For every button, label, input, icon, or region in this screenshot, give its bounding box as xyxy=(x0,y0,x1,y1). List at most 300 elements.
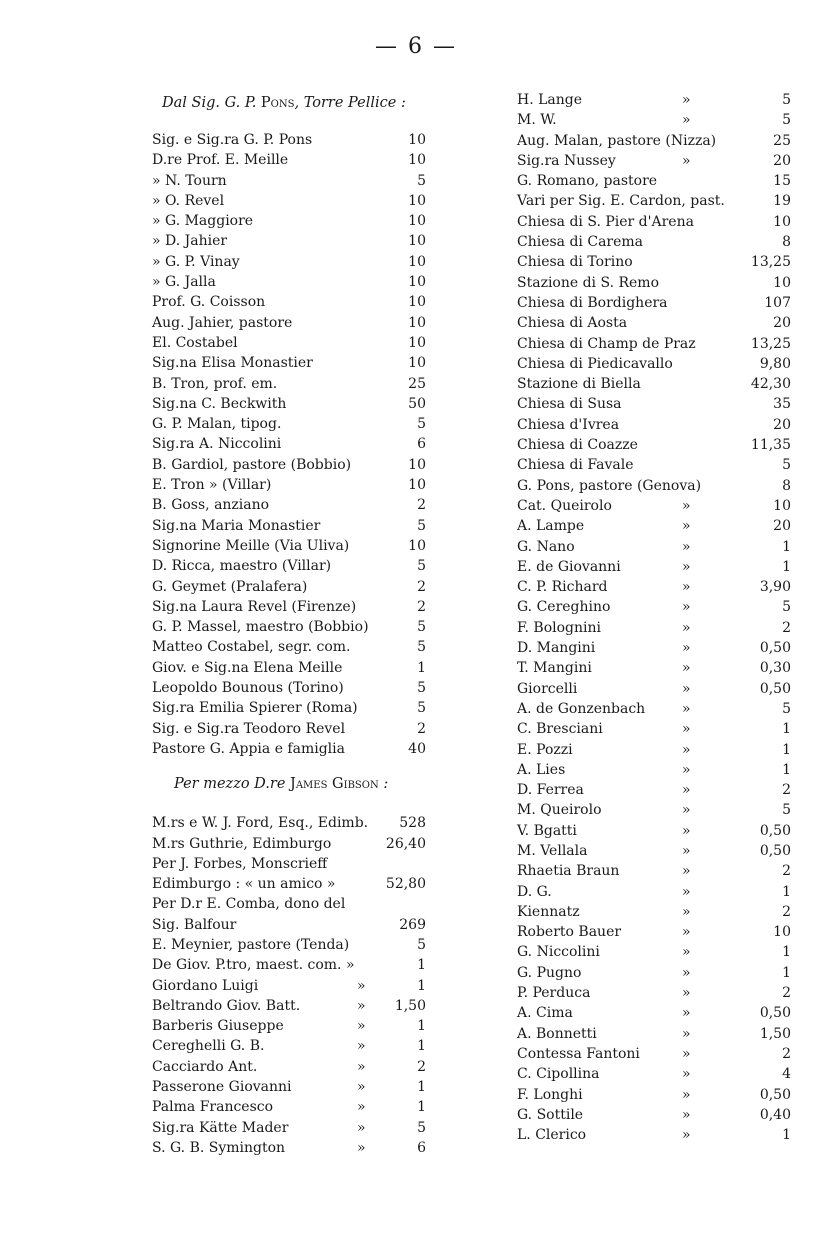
donor-row xyxy=(152,353,447,373)
donation-amount: 5 xyxy=(417,517,426,534)
donation-amount: 2 xyxy=(782,863,791,880)
donation-amount: 10 xyxy=(408,192,426,209)
donor-row xyxy=(517,1044,817,1064)
donation-amount: 8 xyxy=(782,234,791,251)
donor-row xyxy=(152,374,447,394)
donation-amount: 4 xyxy=(782,1066,791,1083)
donor-name: Sig.ra A. Niccolini xyxy=(152,436,282,453)
donor-row xyxy=(517,679,817,699)
donor-row xyxy=(152,976,447,996)
heading-name: James Gibson xyxy=(290,776,379,793)
donor-name: D. G. xyxy=(517,883,552,900)
donor-row xyxy=(152,996,447,1016)
donation-amount: 52,80 xyxy=(385,876,426,893)
donor-name: Palma Francesco xyxy=(152,1099,274,1116)
donation-amount: 6 xyxy=(417,436,426,453)
donor-row xyxy=(517,618,817,638)
donation-amount: 1 xyxy=(417,1018,426,1035)
donor-name: G. Geymet (Pralafera) xyxy=(152,578,308,595)
donor-row xyxy=(152,1077,447,1097)
donation-amount: 5 xyxy=(417,416,426,433)
heading-suffix: , Torre Pellice : xyxy=(294,95,406,111)
donation-amount: 1 xyxy=(417,659,426,676)
donation-amount: 42,30 xyxy=(750,376,791,393)
donor-name: Stazione di Biella xyxy=(517,376,641,393)
donor-name: Cereghelli G. B. xyxy=(152,1038,265,1055)
donor-name: G. Niccolini xyxy=(517,944,600,961)
ditto-mark: » xyxy=(682,822,691,839)
donor-row xyxy=(152,1036,447,1056)
ditto-mark: » xyxy=(682,558,691,575)
donor-name: Per D.r E. Comba, dono del Sig. Balfour xyxy=(152,896,346,933)
donor-name: Cat. Queirolo xyxy=(517,497,612,514)
donor-row xyxy=(517,374,817,394)
donor-row xyxy=(152,272,447,292)
donation-amount: 269 xyxy=(399,916,426,933)
donor-row xyxy=(152,333,447,353)
donor-name: Leopoldo Bounous (Torino) xyxy=(152,680,344,697)
donor-row xyxy=(517,455,817,475)
donation-amount: 5 xyxy=(417,936,426,953)
donor-name: Chiesa di Piedicavallo xyxy=(517,355,673,372)
donor-name: Passerone Giovanni xyxy=(152,1079,292,1096)
ditto-mark: » xyxy=(682,1066,691,1083)
donation-amount: 10 xyxy=(773,924,791,941)
donor-name: G. Romano, pastore xyxy=(517,173,658,190)
donor-row xyxy=(152,617,447,637)
donor-row xyxy=(152,1138,447,1158)
donor-row xyxy=(517,800,817,820)
donor-name: Prof. G. Coisson xyxy=(152,294,266,311)
ditto-mark: » xyxy=(682,782,691,799)
donation-amount: 1 xyxy=(782,721,791,738)
donor-row xyxy=(517,1003,817,1023)
donor-row xyxy=(152,658,447,678)
donor-row xyxy=(517,740,817,760)
donation-amount: 2 xyxy=(782,782,791,799)
ditto-mark: » xyxy=(682,579,691,596)
donation-amount: 20 xyxy=(773,416,791,433)
donor-name: F. Longhi xyxy=(517,1086,583,1103)
donor-row xyxy=(517,882,817,902)
donor-row xyxy=(152,1118,447,1138)
donor-row xyxy=(517,191,817,211)
donor-row xyxy=(517,273,817,293)
page-number: — 6 — xyxy=(375,34,457,59)
donor-row xyxy=(152,1016,447,1036)
donor-row xyxy=(517,212,817,232)
ditto-mark: » xyxy=(357,997,366,1014)
donor-name: Sig. e Sig.ra Teodoro Revel xyxy=(152,720,346,737)
donor-name: Beltrando Giov. Batt. xyxy=(152,997,301,1014)
ditto-mark: » xyxy=(682,640,691,657)
ditto-mark: » xyxy=(682,883,691,900)
donor-row xyxy=(152,191,447,211)
donor-name: Per J. Forbes, Monscrieff Edimburgo : « un amico » xyxy=(152,855,336,893)
ditto-mark: » xyxy=(682,538,691,555)
donor-row xyxy=(152,434,447,454)
ditto-mark: » xyxy=(682,680,691,697)
donor-row xyxy=(152,313,447,333)
donor-name: B. Gardiol, pastore (Bobbio) xyxy=(152,456,352,473)
donor-name: Chiesa d'Ivrea xyxy=(517,416,620,433)
donor-row xyxy=(517,638,817,658)
donor-row xyxy=(517,963,817,983)
right-column xyxy=(517,90,817,1145)
donor-name: G. Nano xyxy=(517,538,575,555)
donor-row xyxy=(517,252,817,272)
ditto-mark: » xyxy=(682,944,691,961)
donor-row xyxy=(152,231,447,251)
heading-prefix: Per mezzo D.re xyxy=(174,776,291,793)
section-heading-pons xyxy=(152,90,447,116)
donor-row xyxy=(517,557,817,577)
donation-amount: 26,40 xyxy=(385,835,426,852)
donation-amount: 10 xyxy=(408,314,426,331)
donation-amount: 2 xyxy=(782,1045,791,1062)
donation-amount: 10 xyxy=(408,132,426,148)
donor-name: Chiesa di Aosta xyxy=(517,315,628,332)
donation-amount: 0,50 xyxy=(759,1005,791,1022)
donor-name: A. de Gonzenbach xyxy=(517,700,646,717)
ditto-mark: » xyxy=(682,924,691,941)
donor-row xyxy=(152,813,447,833)
donation-amount: 5 xyxy=(782,92,791,108)
ditto-mark: » xyxy=(682,619,691,636)
donor-row xyxy=(152,516,447,536)
ditto-mark: » xyxy=(682,842,691,859)
ditto-mark: » xyxy=(357,1038,366,1055)
donation-amount: 0,40 xyxy=(759,1106,791,1123)
donation-amount: 8 xyxy=(782,477,791,494)
donation-amount: 35 xyxy=(773,396,791,413)
donor-name: Sig.na C. Beckwith xyxy=(152,395,287,412)
donor-name: E. de Giovanni xyxy=(517,558,621,575)
donor-name: A. Lampe xyxy=(517,518,585,535)
donation-amount: 1 xyxy=(417,1079,426,1096)
donor-row xyxy=(517,516,817,536)
donor-name: Chiesa di Favale xyxy=(517,457,634,474)
donor-row xyxy=(152,1097,447,1117)
donor-row xyxy=(517,821,817,841)
donation-amount: 10 xyxy=(408,253,426,270)
donor-name: Giordano Luigi xyxy=(152,977,259,994)
donation-amount: 1 xyxy=(417,977,426,994)
section-heading-gibson xyxy=(152,771,447,797)
donor-name: G. P. Malan, tipog. xyxy=(152,416,282,433)
donor-name: Roberto Bauer xyxy=(517,924,622,941)
donation-amount: 0,50 xyxy=(759,680,791,697)
donor-row xyxy=(517,841,817,861)
donor-row xyxy=(517,90,817,110)
donor-name: H. Lange xyxy=(517,92,583,108)
donor-name: S. G. B. Symington xyxy=(152,1139,286,1156)
donation-amount: 5 xyxy=(782,457,791,474)
donor-name: Chiesa di Susa xyxy=(517,396,622,413)
donor-name: El. Costabel xyxy=(152,334,238,351)
donor-name: C. Bresciani xyxy=(517,721,603,738)
ditto-mark: » xyxy=(357,977,366,994)
donor-name: Sig.ra Emilia Spierer (Roma) xyxy=(152,700,358,717)
donor-name: M.rs Guthrie, Edimburgo xyxy=(152,835,332,852)
donation-amount: 3,90 xyxy=(759,579,791,596)
ditto-mark: » xyxy=(682,721,691,738)
donor-row xyxy=(517,293,817,313)
donor-row xyxy=(152,637,447,657)
donor-name: M. Queirolo xyxy=(517,802,602,819)
donation-amount: 5 xyxy=(782,700,791,717)
donor-name: G. Cereghino xyxy=(517,599,611,616)
donor-row xyxy=(517,334,817,354)
donor-name: » G. Maggiore xyxy=(152,213,254,230)
donor-row xyxy=(517,1064,817,1084)
donation-amount: 13,25 xyxy=(750,254,791,271)
ditto-mark: » xyxy=(682,741,691,758)
donor-name: T. Mangini xyxy=(517,660,592,677)
donor-name: De Giov. P.tro, maest. com. » xyxy=(152,957,355,974)
donor-name: D. Mangini xyxy=(517,640,596,657)
donation-amount: 1 xyxy=(417,957,426,974)
donor-name: V. Bgatti xyxy=(517,822,577,839)
donor-row xyxy=(152,577,447,597)
donation-amount: 2 xyxy=(417,720,426,737)
donor-row xyxy=(517,577,817,597)
donation-amount: 6 xyxy=(417,1139,426,1156)
donation-amount: 0,50 xyxy=(759,842,791,859)
donor-row xyxy=(152,130,447,150)
donor-name: G. Pons, pastore (Genova) xyxy=(517,477,702,494)
donation-amount: 5 xyxy=(417,619,426,636)
donation-amount: 107 xyxy=(764,294,791,311)
donation-amount: 25 xyxy=(773,132,791,149)
ditto-mark: » xyxy=(357,1139,366,1156)
donor-name: Sig.na Maria Monastier xyxy=(152,517,321,534)
donor-name: Rhaetia Braun xyxy=(517,863,620,880)
donor-list-pons xyxy=(152,130,447,759)
donation-amount: 10 xyxy=(408,294,426,311)
donor-name: L. Clerico xyxy=(517,1127,587,1144)
donor-row xyxy=(517,719,817,739)
donor-name: Sig. e Sig.ra G. P. Pons xyxy=(152,132,313,148)
donation-amount: 1 xyxy=(782,1127,791,1144)
donation-amount: 15 xyxy=(773,173,791,190)
donor-row xyxy=(517,658,817,678)
donor-name: Sig.na Elisa Monastier xyxy=(152,355,313,372)
heading-name: Pons xyxy=(260,95,295,111)
donor-row xyxy=(517,780,817,800)
donation-amount: 13,25 xyxy=(750,335,791,352)
donation-amount: 5 xyxy=(417,1119,426,1136)
donation-amount: 40 xyxy=(408,740,426,757)
donor-row xyxy=(517,354,817,374)
donor-name: M.rs e W. J. Ford, Esq., Edimb. xyxy=(152,815,369,832)
donor-name: A. Lies xyxy=(517,761,566,778)
donation-amount: 10 xyxy=(773,213,791,230)
donor-name: Cacciardo Ant. xyxy=(152,1058,258,1075)
donor-name: E. Pozzi xyxy=(517,741,573,758)
donor-name: B. Tron, prof. em. xyxy=(152,375,278,392)
ditto-mark: » xyxy=(682,112,691,129)
donor-name: » G. Jalla xyxy=(152,274,216,291)
donor-row xyxy=(517,313,817,333)
donation-amount: 5 xyxy=(417,558,426,575)
donor-row xyxy=(517,760,817,780)
donation-amount: 10 xyxy=(408,152,426,169)
donation-amount: 0,50 xyxy=(759,1086,791,1103)
donor-row xyxy=(152,597,447,617)
ditto-mark: » xyxy=(682,985,691,1002)
donor-row xyxy=(517,942,817,962)
donor-row xyxy=(517,394,817,414)
donor-name: C. Cipollina xyxy=(517,1066,600,1083)
heading-prefix: Dal Sig. G. P. xyxy=(162,95,261,111)
donor-row xyxy=(152,252,447,272)
donation-amount: 50 xyxy=(408,395,426,412)
ditto-mark: » xyxy=(357,1079,366,1096)
ditto-mark: » xyxy=(682,802,691,819)
donor-name: E. Meynier, pastore (Tenda) xyxy=(152,936,350,953)
donation-amount: 2 xyxy=(782,619,791,636)
donation-amount: 0,50 xyxy=(759,822,791,839)
donation-amount: 1 xyxy=(782,538,791,555)
donor-name: F. Bolognini xyxy=(517,619,602,636)
donation-amount: 1,50 xyxy=(394,997,426,1014)
donation-amount: 25 xyxy=(408,375,426,392)
donation-amount: 10 xyxy=(773,497,791,514)
left-column xyxy=(152,90,447,1158)
donation-amount: 528 xyxy=(399,815,426,832)
donor-row xyxy=(152,556,447,576)
donor-row xyxy=(517,1024,817,1044)
donor-row xyxy=(152,475,447,495)
donor-row xyxy=(152,171,447,191)
donation-amount: 2 xyxy=(417,598,426,615)
donor-row xyxy=(152,935,447,955)
donation-amount: 2 xyxy=(417,1058,426,1075)
donor-row xyxy=(517,983,817,1003)
donor-row xyxy=(517,922,817,942)
donor-row xyxy=(517,537,817,557)
donor-row xyxy=(152,150,447,170)
ditto-mark: » xyxy=(682,1025,691,1042)
donation-amount: 1 xyxy=(417,1038,426,1055)
donor-row xyxy=(517,597,817,617)
donor-row xyxy=(517,151,817,171)
donation-amount: 2 xyxy=(417,497,426,514)
donation-amount: 1 xyxy=(782,741,791,758)
donor-row xyxy=(152,739,447,759)
ditto-mark: » xyxy=(682,1005,691,1022)
donor-name: M. Vellala xyxy=(517,842,588,859)
donation-amount: 10 xyxy=(408,477,426,494)
donor-name: D. Ferrea xyxy=(517,782,584,799)
donor-row xyxy=(152,894,447,935)
donor-name: Chiesa di Bordighera xyxy=(517,294,668,311)
donor-row xyxy=(517,232,817,252)
donor-name: Pastore G. Appia e famiglia xyxy=(152,740,345,757)
donor-name: G. P. Massel, maestro (Bobbio) xyxy=(152,619,369,636)
donation-amount: 5 xyxy=(782,112,791,129)
donor-name: A. Cima xyxy=(517,1005,573,1022)
ditto-mark: » xyxy=(357,1058,366,1075)
ditto-mark: » xyxy=(682,903,691,920)
donor-row xyxy=(152,719,447,739)
donation-amount: 5 xyxy=(417,639,426,656)
donation-amount: 10 xyxy=(408,537,426,554)
donor-name: Chiesa di Coazze xyxy=(517,437,638,454)
ditto-mark: » xyxy=(682,497,691,514)
donation-amount: 1 xyxy=(782,883,791,900)
ditto-mark: » xyxy=(682,92,691,108)
donor-row xyxy=(152,414,447,434)
donation-amount: 1 xyxy=(782,964,791,981)
donation-amount: 1,50 xyxy=(759,1025,791,1042)
heading-suffix: : xyxy=(378,776,389,793)
donation-amount: 5 xyxy=(417,680,426,697)
donation-amount: 1 xyxy=(782,761,791,778)
donor-name: Chiesa di Torino xyxy=(517,254,633,271)
donor-row xyxy=(152,495,447,515)
donor-name: Giorcelli xyxy=(517,680,578,697)
ditto-mark: » xyxy=(682,518,691,535)
donor-name: D.re Prof. E. Meille xyxy=(152,152,289,169)
donor-row xyxy=(152,1057,447,1077)
donor-list-right xyxy=(517,90,817,1145)
donor-list-gibson xyxy=(152,813,447,1158)
donor-name: Sig.ra Kätte Mader xyxy=(152,1119,289,1136)
donation-amount: 1 xyxy=(782,944,791,961)
donor-row xyxy=(152,955,447,975)
ditto-mark: » xyxy=(682,761,691,778)
donor-name: Chiesa di Champ de Praz xyxy=(517,335,696,352)
donation-amount: 1 xyxy=(782,558,791,575)
donation-amount: 10 xyxy=(408,334,426,351)
donor-name: Kiennatz xyxy=(517,903,580,920)
donation-amount: 9,80 xyxy=(759,355,791,372)
donor-row xyxy=(152,394,447,414)
donor-row xyxy=(517,902,817,922)
donor-row xyxy=(152,834,447,854)
ditto-mark: » xyxy=(357,1119,366,1136)
ditto-mark: » xyxy=(682,1127,691,1144)
ditto-mark: » xyxy=(682,152,691,169)
donor-row xyxy=(152,678,447,698)
ditto-mark: » xyxy=(682,599,691,616)
donor-name: Matteo Costabel, segr. com. xyxy=(152,639,351,656)
ditto-mark: » xyxy=(682,700,691,717)
donation-amount: 10 xyxy=(408,456,426,473)
ditto-mark: » xyxy=(682,863,691,880)
donor-name: C. P. Richard xyxy=(517,579,608,596)
ditto-mark: » xyxy=(682,660,691,677)
donation-amount: 20 xyxy=(773,518,791,535)
ditto-mark: » xyxy=(682,964,691,981)
donor-name: Giov. e Sig.na Elena Meille xyxy=(152,659,343,676)
donor-name: Aug. Malan, pastore (Nizza) xyxy=(517,132,717,149)
donor-name: Barberis Giuseppe xyxy=(152,1018,284,1035)
donation-amount: 10 xyxy=(408,274,426,291)
donor-row xyxy=(517,415,817,435)
donor-name: G. Sottile xyxy=(517,1106,584,1123)
ditto-mark: » xyxy=(682,1045,691,1062)
donor-row xyxy=(152,455,447,475)
donor-row xyxy=(517,699,817,719)
donor-name: P. Perduca xyxy=(517,985,591,1002)
donor-name: » N. Tourn xyxy=(152,172,227,189)
donor-name: D. Ricca, maestro (Villar) xyxy=(152,558,332,575)
donation-amount: 10 xyxy=(408,355,426,372)
donor-row xyxy=(517,1085,817,1105)
